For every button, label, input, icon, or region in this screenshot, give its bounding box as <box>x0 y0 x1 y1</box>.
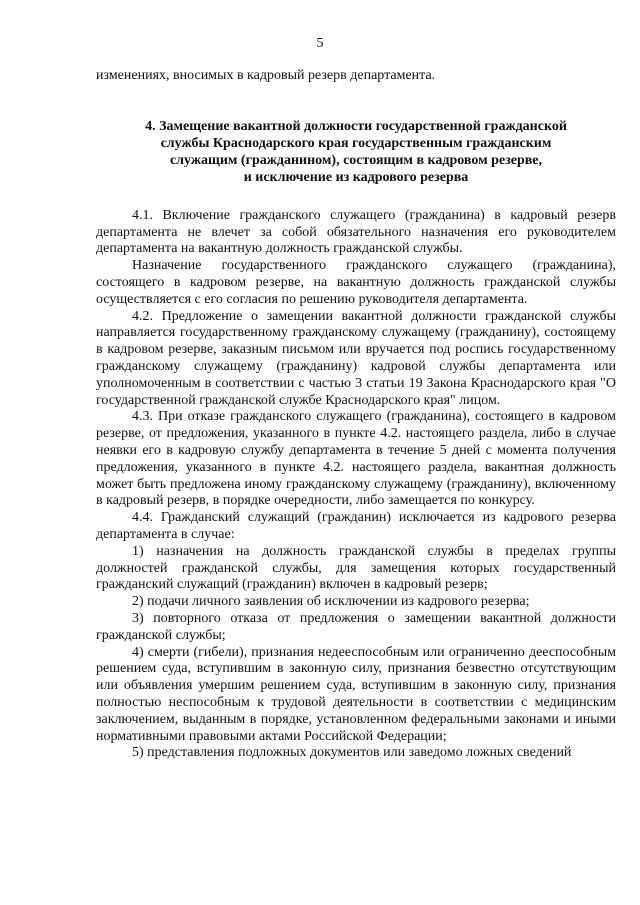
list-item-1: 1) назначения на должность гражданской службы в пределах группы должностей гражданской службы, для замещения которых государственный гражданский служащий (гражданин) включен в кадровый резерв; <box>96 543 616 593</box>
lead-paragraph: изменениях, вносимых в кадровый резерв департамента. <box>96 68 436 83</box>
section-title-line: службы Краснодарского края государственным гражданским <box>160 135 552 151</box>
list-item-2: 2) подачи личного заявления об исключении из кадрового резерва; <box>132 594 530 610</box>
document-body <box>96 68 616 762</box>
section-title-line: и исключение из кадрового резерва <box>243 169 469 185</box>
paragraph-4-2: 4.2. Предложение о замещении вакантной должности гражданской службы направляется государственному гражданскому служащему (гражданину), состоящему в кадровом резерве, заказным письмом или вручается под роспись государственному гражданскому служащему (гражданину) кадровой службы департамента или уполномоченным в соответствии с частью 3 статьи 19 Закона Краснодарского края "О государственной гражданской службе Краснодарского края" лицом. <box>96 308 616 408</box>
paragraph-4-3: 4.3. При отказе гражданского служащего (гражданина), состоящего в кадровом резерве, от предложения, указанного в пункте 4.2. настоящего раздела, либо в случае неявки его в кадровую службу департамента в течение 5 дней с момента получения предложения, указанного в пункте 4.2. настоящего раздела, вакантная должность может быть предложена иному гражданскому служащему (гражданину), включенному в кадровый резерв, в порядке очередности, либо замещается по конкурсу. <box>96 409 616 509</box>
page-number: 5 <box>316 36 324 51</box>
paragraph-4-1: 4.1. Включение гражданского служащего (гражданина) в кадровый резерв департамента не влечет за собой обязательного назначения его руководителем департамента на вакантную должность гражданской службы. <box>96 207 616 257</box>
section-title-line: служащим (гражданином), состоящим в кадровом резерве, <box>169 152 543 168</box>
paragraph-4-4: 4.4. Гражданский служащий (гражданин) исключается из кадрового резерва департамента в случае: <box>96 510 616 542</box>
paragraph-appointment: Назначение государственного гражданского служащего (гражданина), состоящего в кадровом резерве, на вакантную должность гражданской службы осуществляется с его согласия по решению руководителя департамента. <box>96 258 616 307</box>
list-item-3: 3) повторного отказа от предложения о замещении вакантной должности гражданской службы; <box>96 610 616 643</box>
section-title-line: 4. Замещение вакантной должности государственной гражданской <box>145 118 567 134</box>
list-item-5: 5) представления подложных документов или заведомо ложных сведений <box>132 745 572 761</box>
section-title <box>96 118 616 186</box>
list-item-4: 4) смерти (гибели), признания недееспособным или ограниченно дееспособным решением суда, вступившим в законную силу, признания безвестно отсутствующим или объявления умершим решением суда, вступившим в законную силу, признания полностью неспособным к трудовой деятельности в соответствии с медицинским заключением, выданным в порядке, установленном федеральными законами и иными нормативными правовыми актами Российской Федерации; <box>96 644 616 744</box>
